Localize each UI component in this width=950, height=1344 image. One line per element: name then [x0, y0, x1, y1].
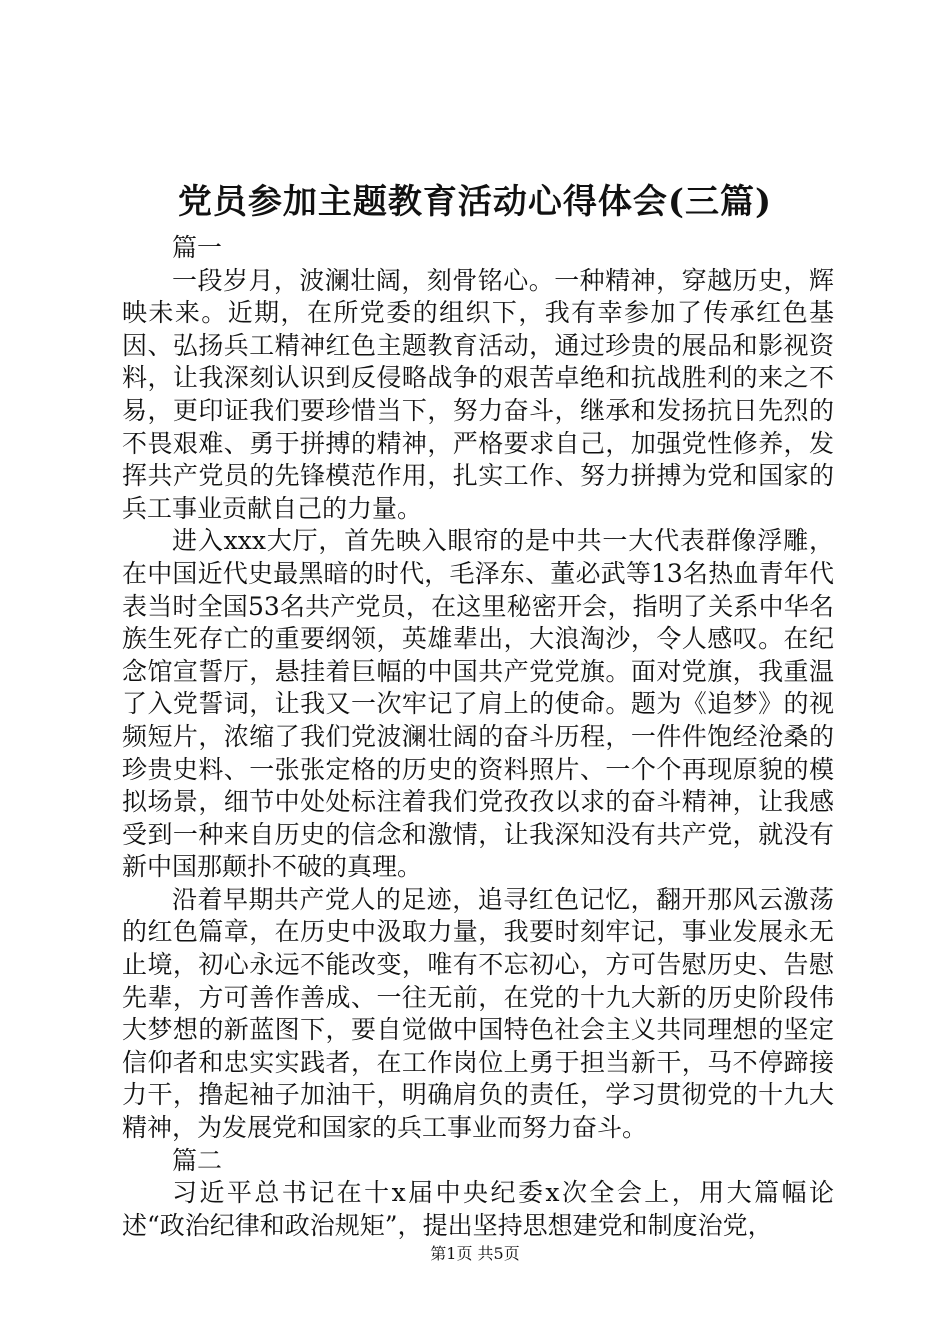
paragraph: 一段岁月，波澜壮阔，刻骨铭心。一种精神，穿越历史，辉映未来。近期，在所党委的组织下，我有幸参加了传承红色基因、弘扬兵工精神红色主题教育活动，通过珍贵的展品和影视资料，让我深刻认识到反侵略战争的艰苦卓绝和抗战胜利的来之不易，更印证我们要珍惜当下，努力奋斗，继承和发扬抗日先烈的不畏艰难、勇于拼搏的精神，严格要求自己，加强党性修养，发挥共产党员的先锋模范作用，扎实工作、努力拼搏为党和国家的兵工事业贡献自己的力量。	[122, 265, 834, 523]
document-title: 党员参加主题教育活动心得体会(三篇)	[177, 182, 773, 222]
paragraph: 沿着早期共产党人的足迹，追寻红色记忆，翻开那风云激荡的红色篇章，在历史中汲取力量，我要时刻牢记，事业发展永无止境，初心永远不能改变，唯有不忘初心，方可告慰历史、告慰先辈，方可善作善成、一往无前，在党的十九大新的历史阶段伟大梦想的新蓝图下，要自觉做中国特色社会主义共同理想的坚定信仰者和忠实实践者，在工作岗位上勇于担当新干，马不停蹄接力干，撸起袖子加油干，明确肩负的责任，学习贯彻党的十九大精神，为发展党和国家的兵工事业而努力奋斗。	[122, 884, 834, 1143]
paragraph: 习近平总书记在十x届中央纪委x次全会上，用大篇幅论述“政治纪律和政治规矩”，提出坚持思想建党和制度治党，	[122, 1178, 834, 1240]
paragraph: 进入xxx大厅，首先映入眼帘的是中共一大代表群像浮雕，在中国近代史最黑暗的时代，毛泽东、董必武等13名热血青年代表当时全国53名共产党员，在这里秘密开会，指明了关系中华名族生死存亡的重要纲领，英雄辈出，大浪淘沙，令人感叹。在纪念馆宣誓厅，悬挂着巨幅的中国共产党党旗。面对党旗，我重温了入党誓词，让我又一次牢记了肩上的使命。题为《追梦》的视频短片，浓缩了我们党波澜壮阔的奋斗历程，一件件饱经沧桑的珍贵史料、一张张定格的历史的资料照片、一个个再现原貌的模拟场景，细节中处处标注着我们党孜孜以求的奋斗精神，让我感受到一种来自历史的信念和激情，让我深知没有共产党，就没有新中国那颠扑不破的真理。	[122, 526, 834, 882]
page-footer: 第1页 共5页	[430, 1244, 520, 1263]
document-body	[122, 232, 834, 1242]
section-heading-1: 篇一	[172, 233, 223, 262]
section-heading-2: 篇二	[172, 1145, 223, 1175]
